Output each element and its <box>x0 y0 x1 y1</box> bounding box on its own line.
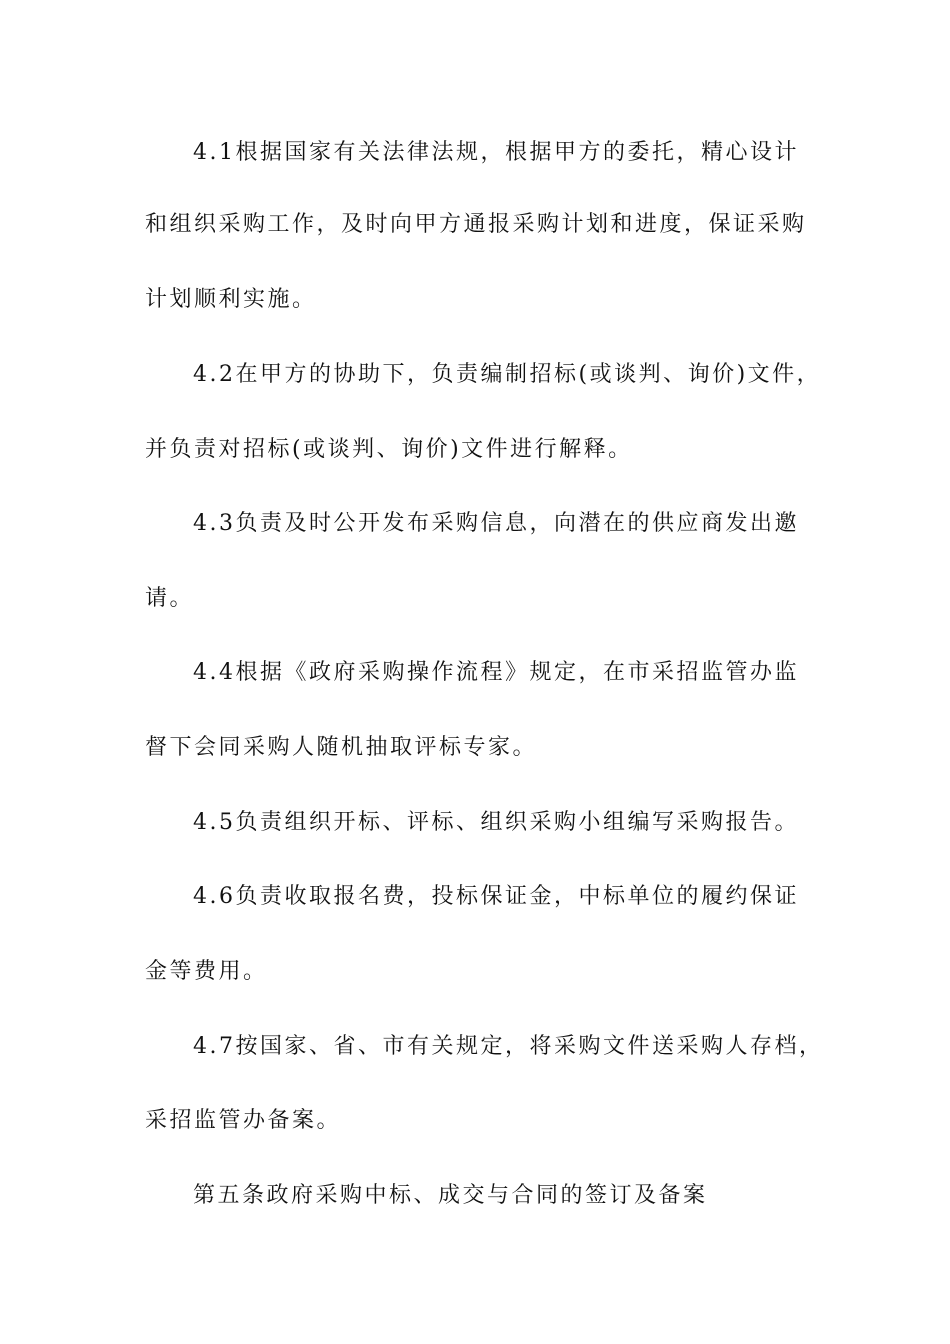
paragraph-4-7-line-2: 采招监管办备案。 <box>145 1108 342 1133</box>
paragraph-4-2-line-1: 4.2在甲方的协助下，负责编制招标(或谈判、询价)文件， <box>193 362 822 387</box>
paragraph-4-7-line-1: 4.7按国家、省、市有关规定，将采购文件送采购人存档， <box>193 1034 824 1059</box>
paragraph-4-1-line-3: 计划顺利实施。 <box>145 287 317 312</box>
paragraph-4-3-line-2: 请。 <box>145 586 195 611</box>
paragraph-4-3-line-1: 4.3负责及时公开发布采购信息，向潜在的供应商发出邀 <box>193 511 799 536</box>
paragraph-4-4-line-2: 督下会同采购人随机抽取评标专家。 <box>145 735 538 760</box>
paragraph-4-5-line-1: 4.5负责组织开标、评标、组织采购小组编写采购报告。 <box>193 810 799 835</box>
paragraph-4-1-line-2: 和组织采购工作，及时向甲方通报采购计划和进度，保证采购 <box>145 212 807 237</box>
paragraph-4-4-line-1: 4.4根据《政府采购操作流程》规定，在市采招监管办监 <box>193 660 799 685</box>
paragraph-4-6-line-2: 金等费用。 <box>145 959 268 984</box>
paragraph-4-1-line-1: 4.1根据国家有关法律法规，根据甲方的委托，精心设计 <box>193 140 799 165</box>
paragraph-4-6-line-1: 4.6负责收取报名费，投标保证金，中标单位的履约保证 <box>193 884 799 909</box>
section-heading-article-5: 第五条政府采购中标、成交与合同的签订及备案 <box>193 1183 708 1208</box>
paragraph-4-2-line-2: 并负责对招标(或谈判、询价)文件进行解释。 <box>145 437 633 462</box>
